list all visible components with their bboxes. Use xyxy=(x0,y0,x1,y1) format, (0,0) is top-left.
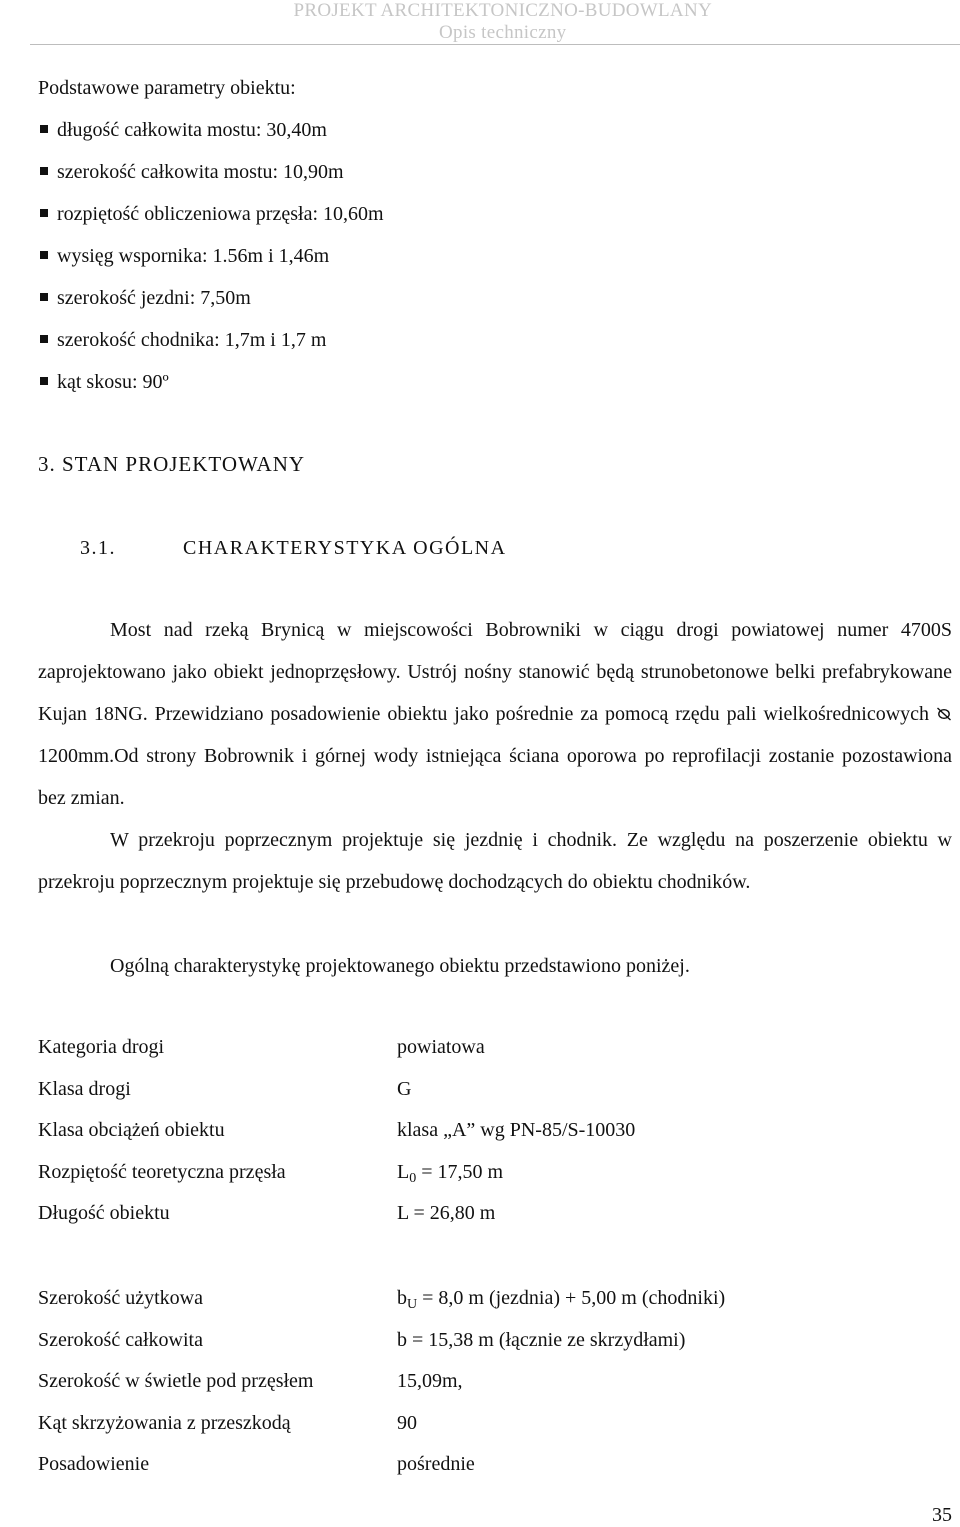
paragraph-cross-section: W przekroju poprzecznym projektuje się jezdnię i chodnik. Ze względu na poszerzenie obiektu w przekroju poprzecznym projektuje się przebudowę dochodzących do obiektu chodników. xyxy=(38,829,952,893)
header-title: PROJEKT ARCHITEKTONICZNO-BUDOWLANY xyxy=(293,0,712,21)
list-item: szerokość całkowita mostu: 10,90m xyxy=(38,160,384,202)
subsection-title: CHARAKTERYSTYKA OGÓLNA xyxy=(183,537,507,559)
section-heading: 3. STAN PROJEKTOWANY xyxy=(38,452,306,476)
square-bullet-icon xyxy=(40,209,48,217)
paragraph-description: Most nad rzeką Brynicą w miejscowości Bobrowniki w ciągu drogi powiatowej numer 4700S zaprojektowano jako obiekt jednoprzęsłowy. Ustrój nośny stanowić będą strunobetonowe belki prefabrykowane Kujan 18NG. Przewidziano posadowienie obiektu jako pośrednie za pomocą rzędu pali wielkośrednicowych 1200mm.Od strony Bobrownik i górnej wody istniejąca ściana oporowa po reprofilacji zostanie pozostawiona bez zmian. xyxy=(38,619,952,809)
list-item: rozpiętość obliczeniowa przęsła: 10,60m xyxy=(38,202,384,244)
paragraph-intro-table: Ogólną charakterystykę projektowanego obiektu przedstawiono poniżej. xyxy=(110,955,690,977)
page-number: 35 xyxy=(932,1504,952,1526)
running-header xyxy=(293,0,712,44)
subsection-number: 3.1. xyxy=(80,537,116,559)
parameters-list xyxy=(38,118,384,412)
square-bullet-icon xyxy=(40,167,48,175)
document-page: PROJEKT ARCHITEKTONICZNO-BUDOWLANY Opis techniczny Podstawowe parametry obiektu: długość całkowita mostu: 30,40m szerokość całkowita mostu: 10,90m rozpiętość obliczeniowa przęsła: 10,60m wysięg wspornika: 1.56m i 1,46m szerokość jezdni: 7,50m szerokość chodnika: 1,7m i 1,7 m kąt skosu: 90º 3. STAN PROJEKTOWANY 3.1. CHARAKTERYSTYKA OGÓLNA Most nad rzeką Brynicą w miejscowości Bobrowniki w ciągu drogi powiatowej numer 4700S zaprojektowano jako obiekt jednoprzęsłowy. Ustrój nośny stanowić będą strunobetonowe belki prefabrykowane Kujan 18NG. Przewidziano posadowienie obiektu jako pośrednie za pomocą rzędu pali wielkośrednicowych 1200mm.Od strony Bobrownik i górnej wody istniejąca ściana oporowa po reprofilacji zostanie pozostawiona bez zmian. W przekroju poprzecznym projektuje się jezdnię i chodnik. Ze względu na poszerzenie obiektu w przekroju poprzecznym projektuje się przebudowę dochodzących do obiektu chodników. Ogólną charakterystykę projektowanego obiektu przedstawiono poniżej. Kategoria drogi powiatowa Klasa drogi G Klasa obciążeń obiektu klasa „A” wg PN-85/S-10030 Rozpiętość teoretyczna przęsła $L_0 = 17,50$ m Długość obiektu L = 26,80 m Szerokość użytkowa $b_U = 8,0$ m (jezdnia) + 5,00 m (chodniki) Szerokość całkowita b = 15,38 m (łącznie ze skrzydłami) Szerokość w świetle pod przęsłem 15,09m, Kąt skrzyżowania z przeszkodą 90 Posadowienie pośrednie 35 xyxy=(0,0,960,1525)
square-bullet-icon xyxy=(40,335,48,343)
header-subtitle: Opis techniczny xyxy=(439,22,567,43)
square-bullet-icon xyxy=(40,125,48,133)
subsection-heading xyxy=(80,536,507,560)
list-item: kąt skosu: 90º xyxy=(38,370,384,412)
list-item: szerokość jezdni: 7,50m xyxy=(38,286,384,328)
square-bullet-icon xyxy=(40,251,48,259)
list-item: długość całkowita mostu: 30,40m xyxy=(38,118,384,160)
square-bullet-icon xyxy=(40,293,48,301)
header-rule xyxy=(30,44,960,45)
square-bullet-icon xyxy=(40,377,48,385)
list-item: szerokość chodnika: 1,7m i 1,7 m xyxy=(38,328,384,370)
list-item: wysięg wspornika: 1.56m i 1,46m xyxy=(38,244,384,286)
parameters-title: Podstawowe parametry obiektu: xyxy=(38,77,296,99)
diameter-symbol-icon xyxy=(936,699,952,723)
